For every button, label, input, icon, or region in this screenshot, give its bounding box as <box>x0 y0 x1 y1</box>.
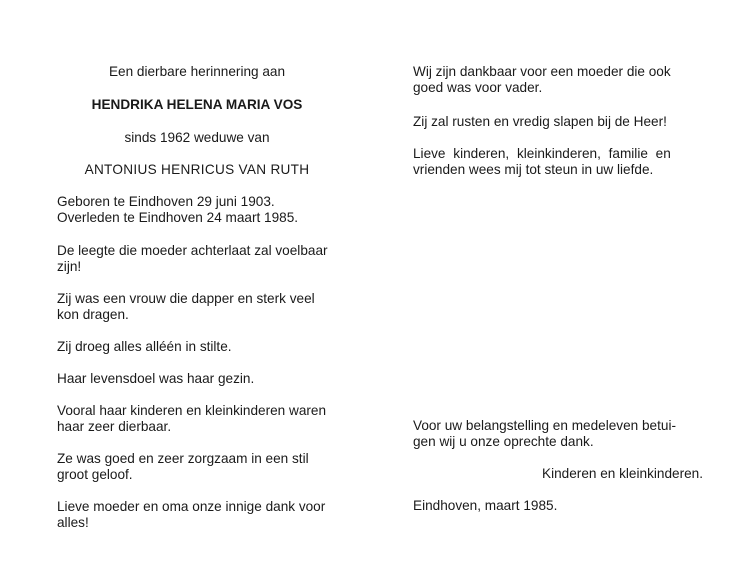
intro-text <box>57 64 337 80</box>
paragraph-1 <box>57 243 337 275</box>
intro-line: Een dierbare herinnering aan <box>108 64 286 79</box>
paragraph-line: Voor uw belangstelling en medeleven betui- <box>413 418 676 433</box>
paragraph-line: vrienden wees mij tot steun in uw liefde. <box>413 162 654 177</box>
birth-line: Geboren te Eindhoven 29 juni 1903. <box>57 194 275 209</box>
paragraph-2 <box>57 291 337 323</box>
paragraph-line: goed was voor vader. <box>413 80 543 95</box>
paragraph-line: Vooral haar kinderen en kleinkinderen waren <box>57 403 327 418</box>
paragraph-line: Zij droeg alles alléén in stilte. <box>57 339 232 354</box>
paragraph-line: De leegte die moeder achterlaat zal voelbaar <box>57 243 328 258</box>
name-line: HENDRIKA HELENA MARIA VOS <box>91 97 303 112</box>
widow-line: sinds 1962 weduwe van <box>124 130 270 145</box>
paragraph-6 <box>57 451 337 483</box>
signature-line: Kinderen en kleinkinderen. <box>542 466 703 481</box>
right-paragraph-1 <box>413 64 705 96</box>
death-line: Overleden te Eindhoven 24 maart 1985. <box>57 210 299 225</box>
paragraph-4 <box>57 371 337 387</box>
paragraph-line: Wij zijn dankbaar voor een moeder die ook <box>413 64 671 79</box>
paragraph-line: zijn! <box>57 259 82 274</box>
right-paragraph-3 <box>413 146 705 178</box>
thanks-paragraph <box>413 418 705 450</box>
paragraph-line: Lieve moeder en oma onze innige dank voor <box>57 499 326 514</box>
paragraph-line: alles! <box>57 515 89 530</box>
signature <box>413 466 703 482</box>
paragraph-line: gen wij u onze oprechte dank. <box>413 434 594 449</box>
paragraph-line: Zij zal rusten en vredig slapen bij de Heer! <box>413 114 667 129</box>
right-paragraph-2 <box>413 114 705 130</box>
widow-text <box>57 130 337 146</box>
paragraph-line: Lieve kinderen, kleinkinderen, familie en <box>413 146 671 161</box>
birth-death-block <box>57 194 337 226</box>
paragraph-line: Haar levensdoel was haar gezin. <box>57 371 255 386</box>
paragraph-5 <box>57 403 337 435</box>
husband-line: ANTONIUS HENRICUS VAN RUTH <box>84 162 310 177</box>
paragraph-line: haar zeer dierbaar. <box>57 419 172 434</box>
paragraph-line: kon dragen. <box>57 307 129 322</box>
paragraph-3 <box>57 339 337 355</box>
place-date-line: Eindhoven, maart 1985. <box>413 498 558 513</box>
deceased-name <box>57 97 337 113</box>
paragraph-7 <box>57 499 337 531</box>
paragraph-line: Ze was goed en zeer zorgzaam in een stil <box>57 451 309 466</box>
paragraph-line: Zij was een vrouw die dapper en sterk veel <box>57 291 315 306</box>
paragraph-line: groot geloof. <box>57 467 133 482</box>
husband-name <box>57 162 337 178</box>
place-date <box>413 498 705 514</box>
